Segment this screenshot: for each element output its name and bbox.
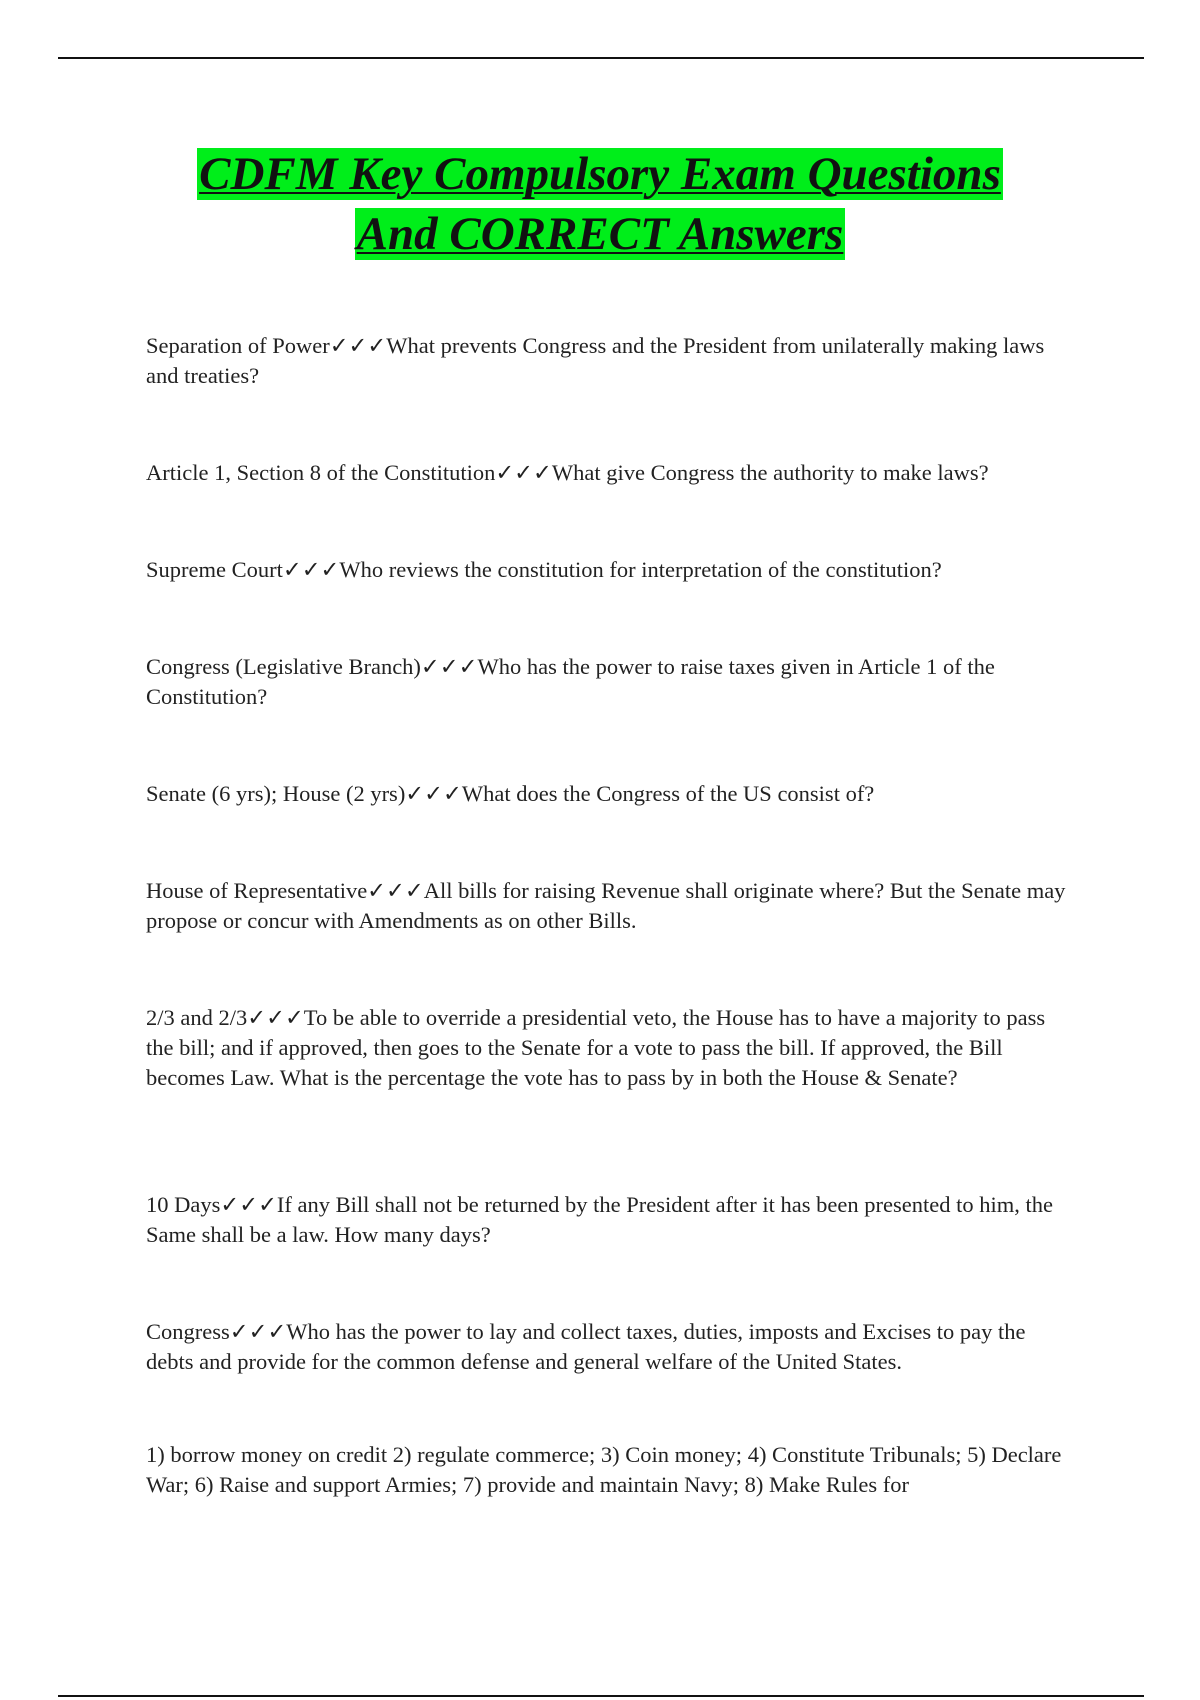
qa-entry-9: Congress✓✓✓Who has the power to lay and collect taxes, duties, imposts and Excises to pay the debts and provide for the common defense and general welfare of the United States. [146, 1319, 1026, 1374]
qa-entry-3: Supreme Court✓✓✓Who reviews the constitution for interpretation of the constitution? [146, 557, 942, 582]
qa-entry-8: 10 Days✓✓✓If any Bill shall not be returned by the President after it has been presented to him, the Same shall be a law. How many days? [146, 1192, 1053, 1247]
qa-entry-1: Separation of Power✓✓✓What prevents Congress and the President from unilaterally making laws and treaties? [146, 333, 1045, 388]
bottom-divider [58, 1695, 1144, 1697]
document-title [0, 144, 1200, 264]
title-line-1: CDFM Key Compulsory Exam Questions [199, 148, 1001, 200]
qa-entry-2: Article 1, Section 8 of the Constitution✓✓✓What give Congress the authority to make laws? [146, 460, 989, 485]
top-divider [58, 57, 1144, 59]
qa-entry-10: 1) borrow money on credit 2) regulate commerce; 3) Coin money; 4) Constitute Tribunals; 5) Declare War; 6) Raise and support Armies; 7) provide and maintain Navy; 8) Make Rules for [146, 1442, 1062, 1497]
qa-entry-5: Senate (6 yrs); House (2 yrs)✓✓✓What does the Congress of the US consist of? [146, 781, 875, 806]
qa-entry-4: Congress (Legislative Branch)✓✓✓Who has the power to raise taxes given in Article 1 of the Constitution? [146, 654, 995, 709]
title-line-2: And CORRECT Answers [356, 208, 844, 260]
qa-entry-7: 2/3 and 2/3✓✓✓To be able to override a presidential veto, the House has to have a majority to pass the bill; and if approved, then goes to the Senate for a vote to pass the bill. If approved, the Bill becomes Law. What is the percentage the vote has to pass by in both the House & Senate? [146, 1005, 1046, 1090]
qa-entry-6: House of Representative✓✓✓All bills for raising Revenue shall originate where? But the Senate may propose or concur with Amendments as on other Bills. [146, 878, 1066, 933]
